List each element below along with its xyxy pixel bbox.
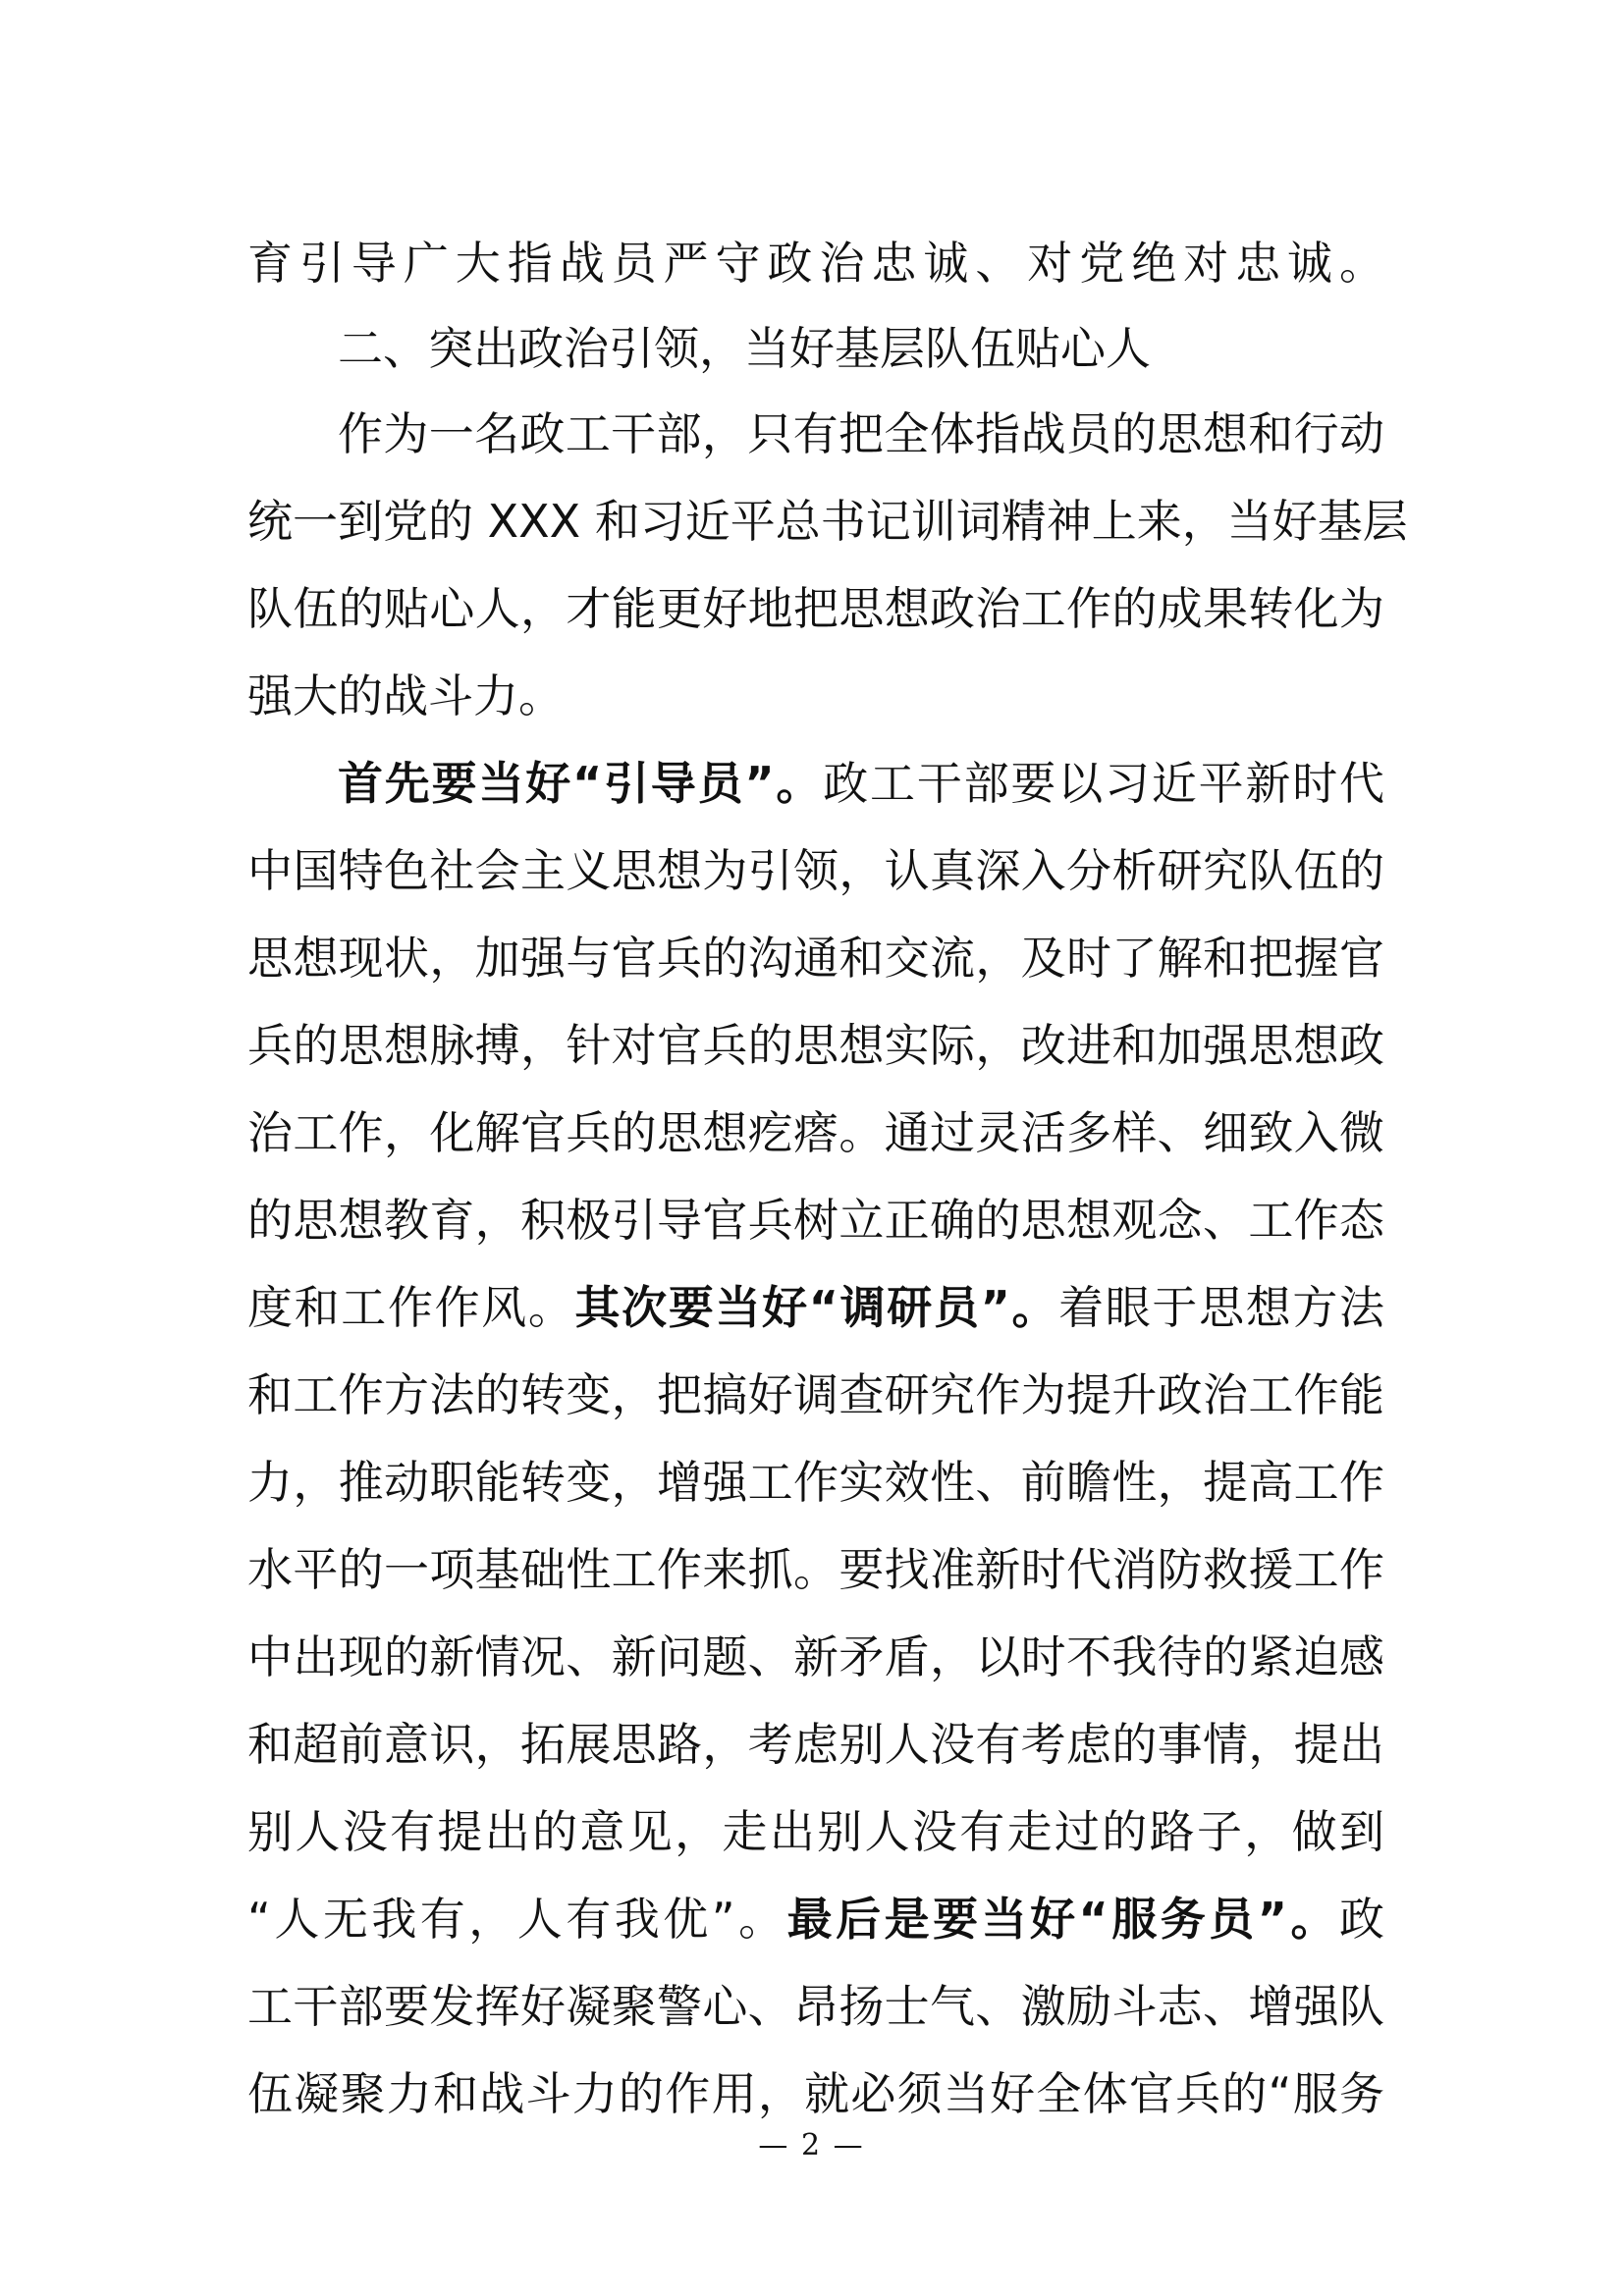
body-line	[247, 1280, 1384, 1335]
bold-run-in-guide: 首先要当好“引导员”。	[338, 757, 824, 810]
body-line: 作为一名政工干部，只有把全体指战员的思想和行动	[338, 407, 1384, 460]
body-line	[247, 1892, 1384, 1947]
bold-run-in-servant: 最后是要当好“服务员”。	[786, 1893, 1339, 1946]
page-number: — 2 —	[758, 2128, 865, 2163]
body-line: 和超前意识，拓展思路，考虑别人没有考虑的事情，提出	[247, 1718, 1384, 1771]
body-line: 统一到党的 XXX 和习近平总书记训词精神上来，当好基层	[247, 495, 1408, 548]
bold-run-in-researcher: 其次要当好“调研员”。	[574, 1281, 1059, 1334]
section-heading: 二、突出政治引领，当好基层队伍贴心人	[338, 322, 1151, 375]
body-line	[338, 756, 1384, 811]
body-line: 队伍的贴心人，才能更好地把思想政治工作的成果转化为	[247, 582, 1384, 635]
body-line: 思想现状，加强与官兵的沟通和交流，及时了解和把握官	[247, 932, 1384, 985]
body-line: 中国特色社会主义思想为引领，认真深入分析研究队伍的	[247, 844, 1384, 897]
body-line: 力，推动职能转变，增强工作实效性、前瞻性，提高工作	[247, 1456, 1384, 1509]
body-line: 伍凝聚力和战斗力的作用，就必须当好全体官兵的“服务	[247, 2067, 1384, 2120]
body-line: 和工作方法的转变，把搞好调查研究作为提升政治工作能	[247, 1368, 1384, 1421]
body-line: 治工作，化解官兵的思想疙瘩。通过灵活多样、细致入微	[247, 1106, 1384, 1159]
body-line: 别人没有提出的意见，走出别人没有走过的路子，做到	[247, 1805, 1384, 1858]
body-line: 强大的战斗力。	[247, 669, 564, 722]
body-line: 的思想教育，积极引导官兵树立正确的思想观念、工作态	[247, 1194, 1384, 1247]
body-line: 兵的思想脉搏，针对官兵的思想实际，改进和加强思想政	[247, 1019, 1384, 1072]
body-text: 政	[1339, 1893, 1384, 1946]
paragraph-end-line: 育引导广大指战员严守政治忠诚、对党绝对忠诚。	[247, 237, 1384, 290]
body-text: “人无我有，人有我优”。	[247, 1893, 787, 1946]
body-line: 水平的一项基础性工作来抓。要找准新时代消防救援工作	[247, 1543, 1384, 1596]
body-line: 中出现的新情况、新问题、新矛盾，以时不我待的紧迫感	[247, 1630, 1384, 1683]
body-line: 工干部要发挥好凝聚警心、昂扬士气、激励斗志、增强队	[247, 1980, 1384, 2033]
body-text: 度和工作作风。	[247, 1281, 575, 1334]
body-text: 政工干部要以习近平新时代	[823, 757, 1384, 810]
body-text: 着眼于思想方法	[1058, 1281, 1385, 1334]
